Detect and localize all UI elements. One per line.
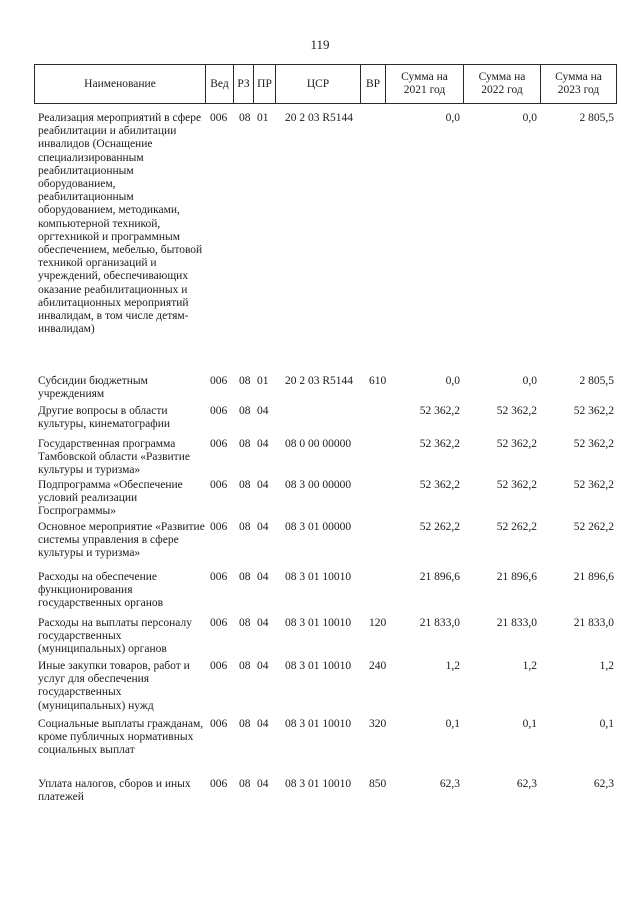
- row-sum-2021: 21 896,6: [419, 571, 460, 583]
- header-pr: ПР: [254, 65, 276, 103]
- row-ved: 006: [210, 438, 228, 450]
- row-ved: 006: [210, 521, 228, 533]
- row-sum-2021: 52 362,2: [419, 438, 460, 450]
- row-csr: 20 2 03 R5144: [285, 112, 354, 124]
- row-sum-2022: 0,1: [522, 718, 537, 730]
- row-pr: 04: [257, 718, 269, 730]
- row-pr: 04: [257, 660, 269, 672]
- row-vr: 850: [369, 778, 387, 790]
- row-csr: 08 3 01 10010: [285, 617, 352, 629]
- row-csr: 08 3 01 10010: [285, 778, 352, 790]
- row-sum-2021: 21 833,0: [419, 617, 460, 629]
- row-sum-2022: 52 262,2: [496, 521, 537, 533]
- row-sum-2022: 52 362,2: [496, 405, 537, 417]
- header-sum-2023: Сумма на 2023 год: [555, 71, 602, 96]
- header-name: Наименование: [35, 65, 206, 103]
- row-ved: 006: [210, 112, 228, 124]
- row-rz: 08: [239, 617, 251, 629]
- row-vr: 120: [369, 617, 387, 629]
- row-name: Другие вопросы в области культуры, кинематографии: [38, 405, 171, 431]
- row-sum-2023: 2 805,5: [579, 112, 614, 124]
- row-ved: 006: [210, 660, 228, 672]
- header-sum-2021: Сумма на 2021 год: [386, 65, 464, 103]
- row-sum-2023: 52 362,2: [573, 479, 614, 491]
- row-sum-2021: 0,1: [445, 718, 460, 730]
- row-pr: 04: [257, 521, 269, 533]
- row-rz: 08: [239, 479, 251, 491]
- row-sum-2022: 52 362,2: [496, 479, 537, 491]
- row-pr: 04: [257, 571, 269, 583]
- row-name: Социальные выплаты гражданам, кроме публичных нормативных социальных выплат: [38, 718, 204, 757]
- row-rz: 08: [239, 718, 251, 730]
- row-pr: 01: [257, 375, 269, 387]
- row-sum-2023: 62,3: [593, 778, 614, 790]
- row-sum-2022: 21 896,6: [496, 571, 537, 583]
- row-sum-2022: 0,0: [522, 375, 537, 387]
- row-ved: 006: [210, 405, 228, 417]
- row-sum-2022: 62,3: [516, 778, 537, 790]
- header-sum-2022: Сумма на 2022 год: [464, 65, 541, 103]
- row-name: Реализация мероприятий в сфере реабилитации и абилитации инвалидов (Оснащение специализированным реабилитационным оборудованием, реабилитационным оборудованием, методиками, компьютерной техникой, оргтехникой и программным обеспечением, мебелью, бытовой техникой организаций и учреждений, обеспечивающих оказание реабилитационных и абилитационных мероприятий инвалидам, в том числе детям-инвалидам): [38, 112, 203, 336]
- row-sum-2021: 52 362,2: [419, 479, 460, 491]
- row-csr: 08 3 01 10010: [285, 660, 352, 672]
- row-sum-2023: 21 896,6: [573, 571, 614, 583]
- row-name: Субсидии бюджетным учреждениям: [38, 375, 148, 401]
- row-sum-2021: 52 262,2: [419, 521, 460, 533]
- row-ved: 006: [210, 571, 228, 583]
- row-sum-2023: 52 362,2: [573, 438, 614, 450]
- row-ved: 006: [210, 479, 228, 491]
- row-name: Основное мероприятие «Развитие системы управления в сфере культуры и туризма»: [38, 521, 205, 560]
- row-sum-2021: 52 362,2: [419, 405, 460, 417]
- row-csr: 08 0 00 00000: [285, 438, 352, 450]
- header-ved: Вед: [206, 65, 234, 103]
- row-name: Расходы на выплаты персоналу государственных (муниципальных) органов: [38, 617, 192, 656]
- row-sum-2023: 21 833,0: [573, 617, 614, 629]
- row-sum-2023: 1,2: [599, 660, 614, 672]
- row-rz: 08: [239, 112, 251, 124]
- row-sum-2022: 0,0: [522, 112, 537, 124]
- row-ved: 006: [210, 718, 228, 730]
- header-vr: ВР: [361, 65, 386, 103]
- row-pr: 04: [257, 405, 269, 417]
- row-sum-2021: 1,2: [445, 660, 460, 672]
- header-rz: РЗ: [234, 65, 254, 103]
- header-csr: ЦСР: [276, 65, 361, 103]
- row-ved: 006: [210, 778, 228, 790]
- row-sum-2022: 52 362,2: [496, 438, 537, 450]
- row-vr: 320: [369, 718, 387, 730]
- row-sum-2023: 2 805,5: [579, 375, 614, 387]
- row-name: Иные закупки товаров, работ и услуг для обеспечения государственных (муниципальных) нужд: [38, 660, 190, 712]
- row-ved: 006: [210, 375, 228, 387]
- row-rz: 08: [239, 521, 251, 533]
- row-pr: 04: [257, 617, 269, 629]
- row-rz: 08: [239, 405, 251, 417]
- row-vr: 610: [369, 375, 387, 387]
- row-csr: 08 3 01 10010: [285, 718, 352, 730]
- row-csr: 08 3 00 00000: [285, 479, 352, 491]
- row-sum-2022: 1,2: [522, 660, 537, 672]
- row-rz: 08: [239, 571, 251, 583]
- row-csr: 08 3 01 10010: [285, 571, 352, 583]
- row-vr: 240: [369, 660, 387, 672]
- row-csr: 08 3 01 00000: [285, 521, 352, 533]
- row-rz: 08: [239, 438, 251, 450]
- row-sum-2023: 52 262,2: [573, 521, 614, 533]
- row-name: Подпрограмма «Обеспечение условий реализации Госпрограммы»: [38, 479, 183, 518]
- row-pr: 04: [257, 479, 269, 491]
- row-pr: 04: [257, 778, 269, 790]
- row-name: Уплата налогов, сборов и иных платежей: [38, 778, 191, 804]
- row-sum-2021: 0,0: [445, 112, 460, 124]
- row-pr: 01: [257, 112, 269, 124]
- row-sum-2023: 0,1: [599, 718, 614, 730]
- row-sum-2021: 0,0: [445, 375, 460, 387]
- row-name: Государственная программа Тамбовской области «Развитие культуры и туризма»: [38, 438, 190, 477]
- row-name: Расходы на обеспечение функционирования государственных органов: [38, 571, 164, 610]
- row-rz: 08: [239, 660, 251, 672]
- page-number: 119: [310, 37, 330, 52]
- row-rz: 08: [239, 778, 251, 790]
- row-ved: 006: [210, 617, 228, 629]
- row-csr: 20 2 03 R5144: [285, 375, 354, 387]
- row-sum-2022: 21 833,0: [496, 617, 537, 629]
- row-sum-2021: 62,3: [439, 778, 460, 790]
- row-sum-2023: 52 362,2: [573, 405, 614, 417]
- table-header: [34, 64, 617, 104]
- row-rz: 08: [239, 375, 251, 387]
- row-pr: 04: [257, 438, 269, 450]
